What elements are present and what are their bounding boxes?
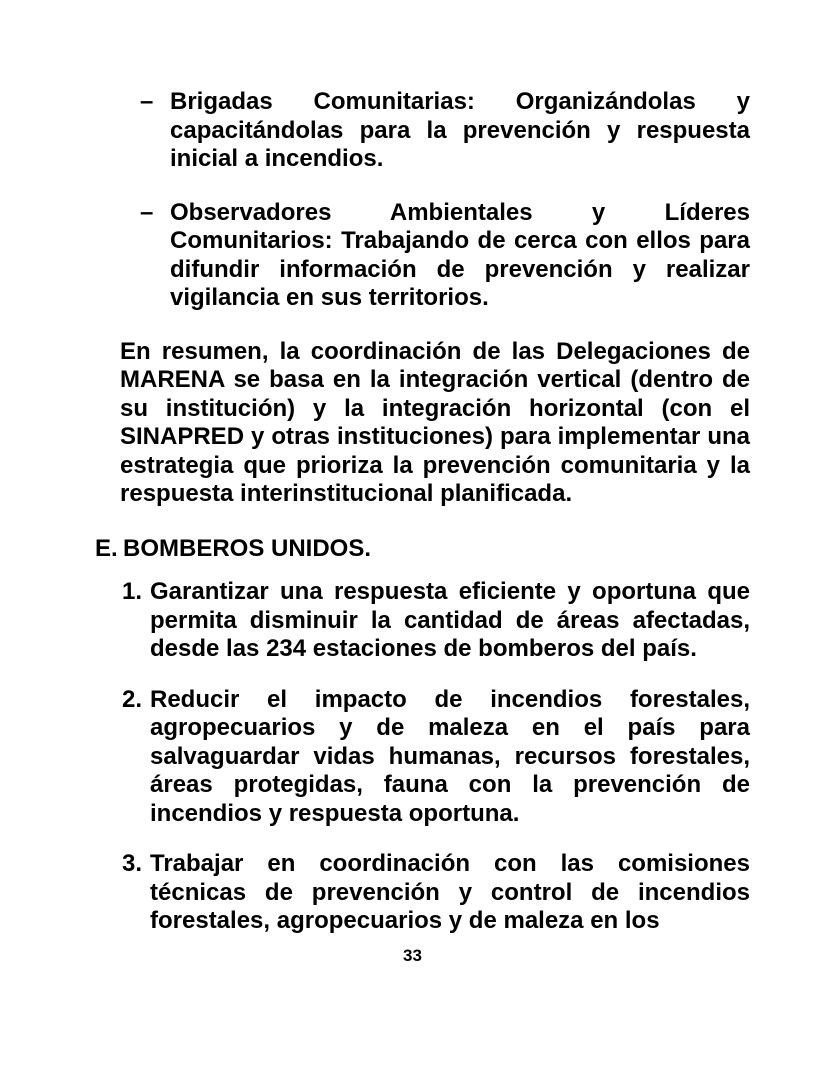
numbered-item-1 (122, 578, 750, 664)
item-number: 3. (122, 850, 143, 877)
section-heading-title: BOMBEROS UNIDOS. (123, 534, 372, 562)
item-number: 1. (122, 578, 143, 605)
item-number: 2. (122, 685, 143, 713)
item-text: Trabajar en coordinación con las comisiones técnicas de prevención y control de incendios forestales, agropecuarios y de maleza en los (150, 850, 750, 934)
item-text: Reducir el impacto de incendios forestales, agropecuarios y de maleza en el país para salvaguardar vidas humanas, recursos forestales, áreas protegidas, fauna con la prevención de incendios y respuesta oportuna. (150, 685, 750, 827)
bullet-text: Observadores Ambientales y Líderes Comunitarios: Trabajando de cerca con ellos para difundir información de prevención y realizar vigilancia en sus territorios. (170, 198, 750, 311)
section-heading-label: E. (95, 534, 118, 562)
page-number: 33 (403, 946, 422, 965)
section-heading-bomberos-unidos (95, 535, 825, 564)
bullet-text: Brigadas Comunitarias: Organizándolas y capacitándolas para la prevención y respuesta inicial a incendios. (170, 88, 750, 172)
bullet-item-brigadas-comunitarias (140, 88, 750, 174)
item-text: Garantizar una respuesta eficiente y oportuna que permita disminuir la cantidad de áreas afectadas, desde las 234 estaciones de bomberos del país. (150, 578, 750, 662)
numbered-item-2 (122, 686, 750, 829)
numbered-item-3 (122, 850, 750, 936)
dash-bullet-marker: – (140, 88, 154, 115)
summary-paragraph: En resumen, la coordinación de las Delegaciones de MARENA se basa en la integración vertical (dentro de su institución) y la integración horizontal (con el SINAPRED y otras instituciones) para implementar una estrategia que prioriza la prevención comunitaria y la respuesta interinstitucional planificada. (120, 337, 750, 507)
bullet-item-observadores-ambientales (140, 199, 750, 313)
dash-bullet-marker: – (140, 198, 154, 226)
